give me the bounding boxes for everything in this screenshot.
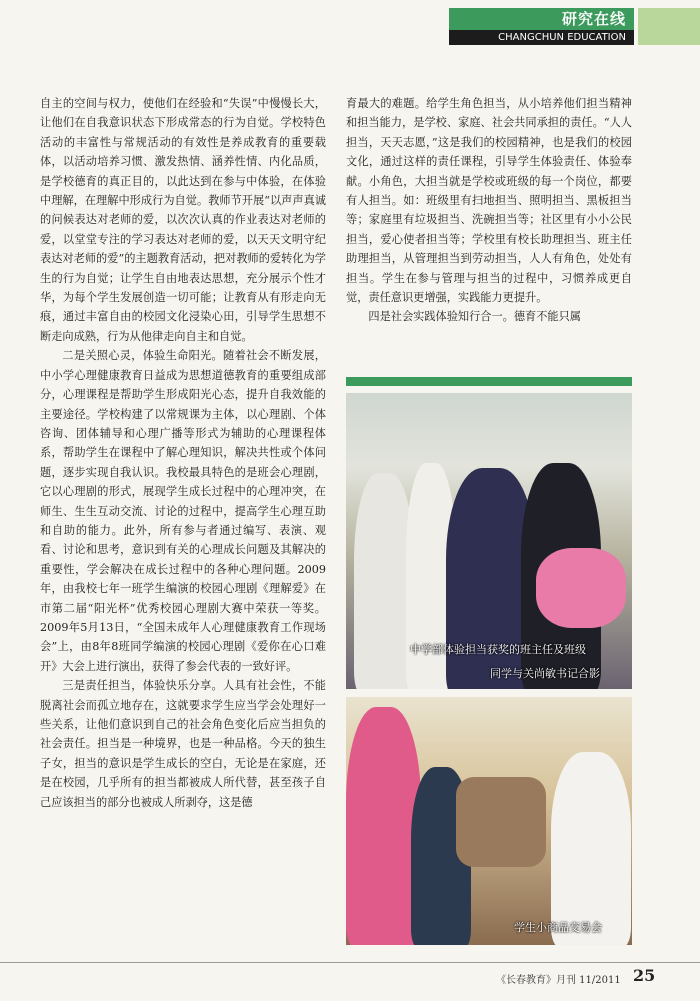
footer-divider: [0, 962, 700, 963]
photo-caption: 中学部体验担当获奖的班主任及班级: [410, 643, 586, 656]
left-text-column: [40, 94, 326, 812]
paragraph: 三是责任担当，体验快乐分享。人具有社会性，不能脱离社会而孤立地存在，这就要求学生应当学会处理好一些关系，让他们意识到自己的社会角色变化后应当担负的社会责任。担当是一种境界，也是一种品格。今天的独生子女，担当的意识是学生成长的空白，无论是在家庭，还是在校园，几乎所有的担当都被成人所代替，甚至孩子自己应该担当的部分也被成人所剥夺，这是德: [40, 679, 326, 809]
award-group-photo: [346, 393, 632, 689]
section-subtitle: CHANGCHUN EDUCATION: [449, 30, 634, 45]
paragraph: 二是关照心灵，体验生命阳光。随着社会不断发展，中小学心理健康教育日益成为思想道德教育的重要组成部分，心理课程是帮助学生形成阳光心态，提升自我效能的主要途径。学校构建了以常规课为主体，以心理剧、个体咨询、团体辅导和心理广播等形式为辅助的心理课程体系，帮助学生在课程中了解心理知识，解决共性或个体问题，逐步实现自我认识。我校最具特色的是班会心理剧，它以心理剧的形式，展现学生成长过程中的心理冲突，在师生、生生互动交流、讨论的过程中，提高学生心理互助和自助的能力。此外，所有参与者通过编写、表演、观看、讨论和思考，意识到有关的心理成长问题及其解决的重要性，学会解决在成长过程中的各种心理问题。2009年，由我校七年一班学生编演的校园心理剧《理解爱》在市第二届“阳光杯”优秀校园心理剧大赛中荣获一等奖。2009年5月13日，“全国未成年人心理健康教育工作现场会”上，由8年8班同学编演的校园心理剧《爱你在心口难开》大会上进行演出，获得了参会代表的一致好评。: [40, 349, 326, 673]
photo-section-bar: [346, 377, 632, 386]
paragraph: 四是社会实践体验知行合一。德育不能只属: [368, 310, 581, 324]
paragraph: 自主的空间与权力，使他们在经验和“失误”中慢慢长大，让他们在自我意识状态下形成常态的行为自觉。学校特色活动的丰富性与常规活动的有效性是养成教育的重要载体，以活动培养习惯、激发热情、涵养性情、内化品质，是学校德育的真正目的，以此达到在参与中体验，在体验中理解，在理解中形成行为自觉。教师节开展“以声声真诚的问候表达对老师的爱，以次次认真的作业表达对老师的爱，以堂堂专注的学习表达对老师的爱，以天天文明守纪表达对老师的爱”的主题教育活动，把对教师的爱转化为学生的行为自觉；让学生自由地表达思想，充分展示个性才华，为每个学生发展创造一切可能；让教育从有形走向无痕，通过丰富自由的校园文化浸染心田，引导学生思想不断走向成熟，行为从他律走向自主和自觉。: [40, 97, 326, 343]
header-decor-tab: [638, 8, 700, 45]
section-title: 研究在线: [449, 8, 634, 30]
photo-caption: 学生小商品交易会: [514, 921, 602, 934]
journal-issue: 《长春教育》月刊 11/2011: [496, 975, 621, 986]
paragraph: 育最大的难题。给学生角色担当，从小培养他们担当精神和担当能力，是学校、家庭、社会共同承担的责任。“人人担当，天天志愿，”这是我们的校园精神，也是我们的校园文化，通过这样的责任课程，引导学生体验责任、体验奉献。小角色，大担当就是学校或班级的每一个岗位，都要有人担当。如：班级里有扫地担当、照明担当、黑板担当等；家庭里有垃圾担当、洗碗担当等；社区里有小小公民担当，爱心使者担当等；学校里有校长助理担当、班主任助理担当，从管理担当到劳动担当，人人有角色，处处有担当。学生在参与管理与担当的过程中，习惯养成更自觉，责任意识更增强，实践能力更提升。: [346, 97, 632, 305]
page-number: 25: [633, 966, 656, 985]
right-text-column: [346, 94, 632, 327]
photo-caption: 同学与关尚敏书记合影: [490, 667, 600, 680]
market-fair-photo: [346, 697, 632, 945]
